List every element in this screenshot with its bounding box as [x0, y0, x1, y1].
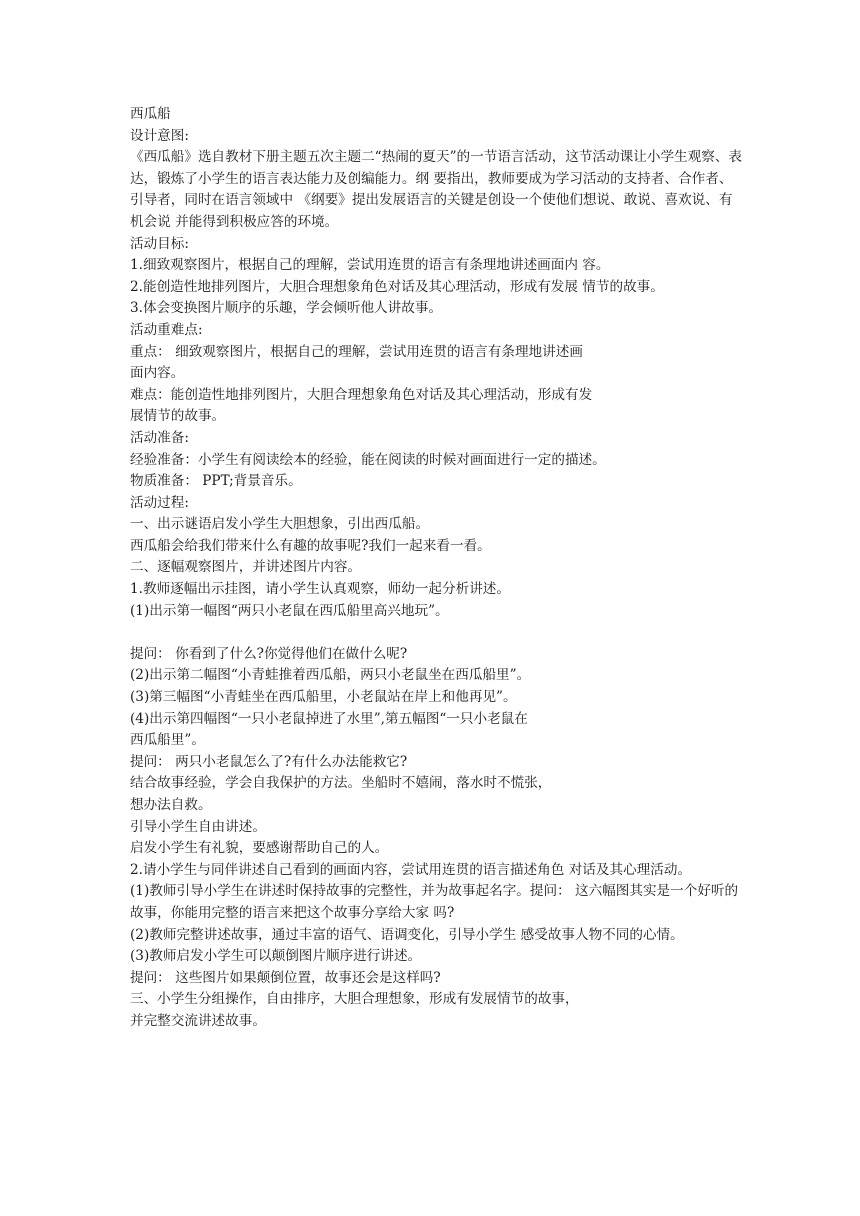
text-line: (2)教师完整讲述故事，通过丰富的语气、语调变化，引导小学生 感受故事人物不同的心情。 — [130, 926, 684, 943]
text-line: (3)第三幅图“小青蛙坐在西瓜船里，小老鼠站在岸上和他再见”。 — [130, 689, 517, 706]
text-line: 活动重难点: — [130, 321, 203, 338]
text-line: 启发小学生有礼貌，要感谢帮助自己的人。 — [130, 840, 389, 857]
text-line: 活动目标: — [130, 235, 189, 252]
text-line: 设计意图: — [130, 127, 189, 144]
text-line: 三、小学生分组操作，自由排序，大胆合理想象，形成有发展情节的故事， — [130, 991, 579, 1008]
text-line: 提问： 你看到了什么?你觉得他们在做什么呢? — [130, 645, 408, 662]
text-line: 1.教师逐幅出示挂图，请小学生认真观察，师幼一起分析讲述。 — [130, 581, 510, 598]
text-line: 2.请小学生与同伴讲述自己看到的画面内容，尝试用连贯的语言描述角色 对话及其心理活动。 — [130, 861, 692, 878]
text-line: 引导小学生自由讲述。 — [130, 818, 266, 835]
text-line: (3)教师启发小学生可以颠倒图片顺序进行讲述。 — [130, 948, 422, 965]
text-line: (1)出示第一幅图“两只小老鼠在西瓜船里高兴地玩”。 — [130, 602, 449, 619]
text-line: (4)出示第四幅图“一只小老鼠掉进了水里”,第五幅图“一只小老鼠在 — [130, 710, 528, 727]
text-line: 结合故事经验，学会自我保护的方法。坐船时不嬉闹，落水时不慌张， — [130, 775, 552, 792]
text-line: 1.细致观察图片，根据自己的理解，尝试用连贯的语言有条理地讲述画面内 容。 — [130, 257, 610, 274]
text-line: 《西瓜船》选自教材下册主题五次主题二“热闹的夏天”的一节语言活动，这节活动课让小学生观察、表达，锻炼了小学生的语言表达能力及创编能力。纲 要指出，教师要成为学习活动的支持者、合作者、引导者，同时在语言领域中 《纲要》提出发展语言的关键是创设一个使他们想说、敢说、喜欢说、有机会说 并能得到积极应答的环境。 — [130, 149, 743, 230]
text-line: 提问： 两只小老鼠怎么了?有什么办法能救它? — [130, 753, 408, 770]
text-line: (1)教师引导小学生在讲述时保持故事的完整性，并为故事起名字。提问： 这六幅图其实是一个好听的故事，你能用完整的语言来把这个故事分享给大家 吗? — [130, 883, 739, 921]
text-line: 展情节的故事。 — [130, 408, 226, 425]
text-line: 面内容。 — [130, 365, 185, 382]
text-line: 难点：能创造性地排列图片，大胆合理想象角色对话及其心理活动，形成有发 — [130, 386, 593, 403]
text-line: 并完整交流讲述故事。 — [130, 1012, 266, 1029]
text-line: 活动准备: — [130, 429, 189, 446]
text-line: 重点： 细致观察图片，根据自己的理解，尝试用连贯的语言有条理地讲述画 — [130, 343, 583, 360]
text-line: 西瓜船会给我们带来什么有趣的故事呢?我们一起来看一看。 — [130, 537, 491, 554]
text-line: 一、出示谜语启发小学生大胆想象，引出西瓜船。 — [130, 516, 430, 533]
blank-line — [130, 622, 745, 644]
text-line: 提问： 这些图片如果颠倒位置，故事还会是这样吗? — [130, 969, 441, 986]
text-line: 西瓜船里”。 — [130, 732, 205, 749]
text-line: 活动过程: — [130, 494, 189, 511]
text-line: (2)出示第二幅图“小青蛙推着西瓜船，两只小老鼠坐在西瓜船里”。 — [130, 667, 531, 684]
text-line: 物质准备： PPT;背景音乐。 — [130, 473, 302, 490]
text-line: 3.体会变换图片顺序的乐趣，学会倾听他人讲故事。 — [130, 300, 443, 317]
document-page — [130, 104, 745, 1033]
text-line: 西瓜船 — [130, 106, 171, 122]
text-line: 经验准备：小学生有阅读绘本的经验，能在阅读的时候对画面进行一定的描述。 — [130, 451, 606, 468]
text-line: 想办法自救。 — [130, 797, 212, 813]
text-line: 二、逐幅观察图片，并讲述图片内容。 — [130, 559, 362, 576]
text-line: 2.能创造性地排列图片，大胆合理想象角色对话及其心理活动，形成有发展 情节的故事。 — [130, 278, 664, 295]
